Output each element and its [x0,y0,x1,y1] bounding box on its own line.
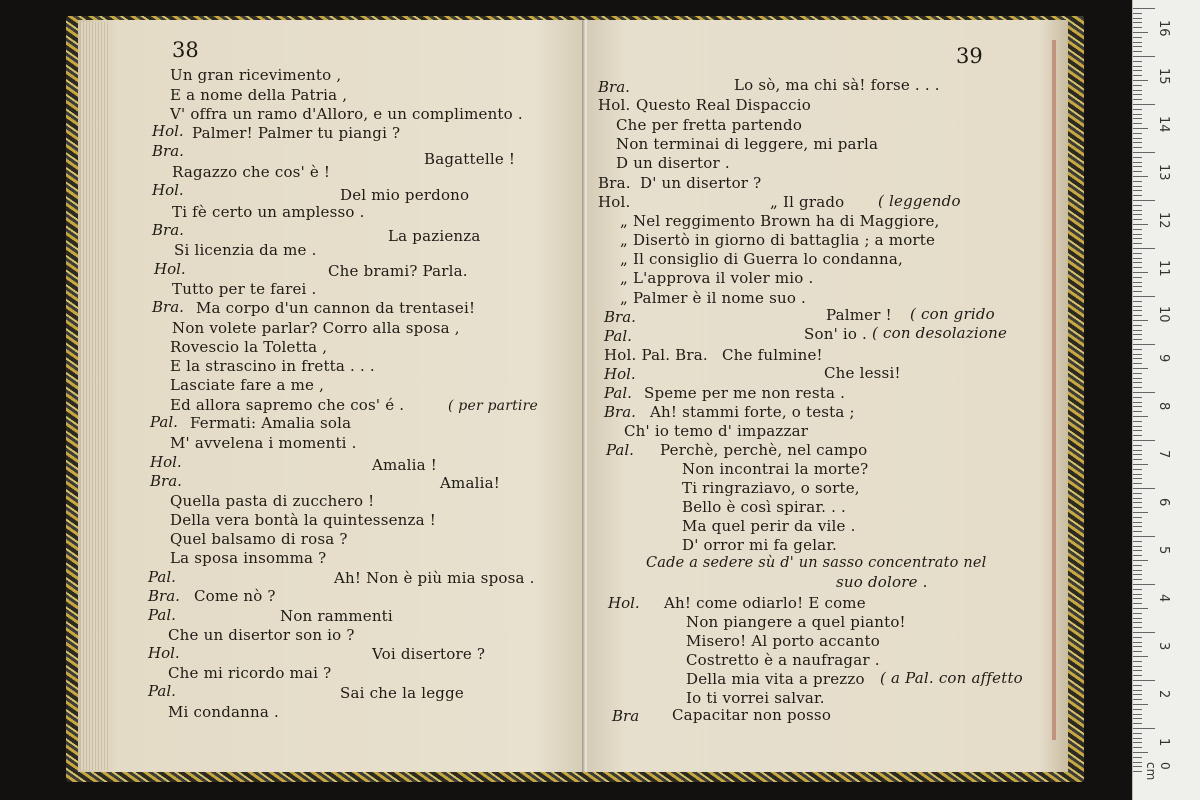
ruler-tick [1133,358,1142,359]
ruler-tick [1133,406,1142,407]
ruler-tick [1133,373,1142,374]
ruler-tick [1133,450,1142,451]
ruler-unit: 0 cm [1144,762,1172,781]
text-line: Bagattelle ! [424,150,516,168]
ruler-tick [1133,411,1142,412]
ruler-tick [1133,397,1142,398]
ruler-tick [1133,272,1148,273]
ruler-tick [1133,344,1155,345]
text-line: Son' io . [804,325,868,343]
ruler-tick [1133,282,1142,283]
text-line: Palmer ! [826,306,892,324]
ruler-tick [1133,238,1142,239]
ruler-tick [1133,603,1142,604]
ruler-tick [1133,349,1142,350]
text-line: „ L'approva il voler mio . [620,269,814,287]
ruler-tick [1133,51,1142,52]
ruler-tick [1133,555,1142,556]
speaker: Hol. [604,365,636,383]
text-line: Che per fretta partendo [616,116,803,134]
ruler-tick [1133,670,1142,671]
ruler-tick [1133,243,1142,244]
text-line: Questo Real Dispaccio [636,96,811,114]
text-line: Voi disertore ? [372,645,486,663]
speaker: Pal. [150,413,178,431]
ruler-tick [1133,267,1142,268]
ruler-tick [1133,32,1148,33]
text-line: Perchè, perchè, nel campo [660,441,868,459]
ruler-number: 2 [1156,690,1171,699]
ruler-tick [1133,426,1142,427]
ruler-tick [1133,464,1148,465]
ruler-tick [1133,46,1142,47]
ruler-tick [1133,714,1142,715]
ruler-number: 4 [1156,594,1171,603]
ruler-number: 12 [1156,212,1171,229]
speaker: Bra. [604,403,636,421]
text-line: La pazienza [388,227,481,245]
ruler-tick [1133,166,1142,167]
ruler-tick [1133,99,1142,100]
text-line: Io ti vorrei salvar. [686,689,825,707]
ruler-tick [1133,565,1142,566]
text-line: Non piangere a quel pianto! [686,613,906,631]
speaker: Hol. [152,181,184,199]
ruler-number: 11 [1156,260,1171,277]
text-line: Non incontrai la morte? [682,460,869,478]
ruler-tick [1133,651,1142,652]
ruler-tick [1133,747,1142,748]
ruler-tick [1133,253,1142,254]
ruler-number: 15 [1156,68,1171,85]
text-line: La sposa insomma ? [170,549,327,567]
ruler-number: 1 [1156,738,1171,747]
ruler-tick [1133,757,1142,758]
ruler-tick [1133,546,1142,547]
ruler-tick [1133,382,1142,383]
speaker: Pal. [606,441,634,459]
text-line: Ma corpo d'un cannon da trentasei! [196,299,476,317]
speaker: Hol. Pal. Bra. [604,346,708,364]
speaker: Bra. [148,587,180,605]
ruler-tick [1133,339,1142,340]
text-line: Della mia vita a prezzo [686,670,865,688]
ruler-tick [1133,262,1142,263]
ruler-tick [1133,742,1142,743]
ruler-number: 6 [1156,498,1171,507]
ruler-tick [1133,594,1142,595]
ruler-tick [1133,61,1142,62]
text-line: Ch' io temo d' impazzar [624,422,809,440]
ruler-tick [1133,646,1142,647]
ruler-tick [1133,190,1142,191]
ruler-tick [1133,699,1142,700]
ruler-tick [1133,622,1142,623]
ruler-tick [1133,133,1142,134]
ruler-tick [1133,718,1142,719]
ruler-tick [1133,90,1142,91]
ruler-tick [1133,310,1142,311]
text-line: Ah! Non è più mia sposa . [334,569,535,587]
speaker: Pal. [604,327,632,345]
ruler-tick [1133,114,1142,115]
text-line: E a nome della Patria , [170,86,348,104]
page-number-right: 39 [956,44,983,68]
text-line: Speme per me non resta . [644,384,846,402]
ruler-tick [1133,224,1148,225]
text-line: Non volete parlar? Corro alla sposa , [172,319,460,337]
text-line: Che brami? Parla. [328,262,468,280]
speaker: Hol. [148,644,180,662]
stage-direction: ( per partire [448,398,538,414]
speaker: Bra [612,707,640,725]
ruler-tick [1133,13,1142,14]
ruler-tick [1133,104,1155,105]
ruler-tick [1133,392,1155,393]
text-line: D' un disertor ? [640,174,762,192]
ruler-tick [1133,277,1142,278]
ruler-tick [1133,56,1155,57]
ruler-tick [1133,200,1155,201]
ruler-tick [1133,469,1142,470]
ruler-tick [1133,709,1142,710]
text-line: V' offra un ramo d'Alloro, e un complimento . [170,105,523,123]
ruler-tick [1133,296,1155,297]
ruler-tick [1133,186,1142,187]
ruler-tick [1133,171,1142,172]
text-line: Che fulmine! [722,346,823,364]
text-line: D un disertor . [616,154,730,172]
ruler-tick [1133,474,1142,475]
text-line: „ Disertò in giorno di battaglia ; a morte [620,231,936,249]
ruler-tick [1133,85,1142,86]
text-line: E la strascino in fretta . . . [170,357,375,375]
text-line: Amalia ! [372,456,437,474]
ruler-tick [1133,421,1142,422]
ruler-tick [1133,771,1142,772]
speaker: Bra. [152,221,184,239]
ruler-tick [1133,195,1142,196]
ruler-tick [1133,666,1142,667]
ruler-tick [1133,570,1142,571]
ruler-tick [1133,138,1142,139]
speaker: Pal. [148,568,176,586]
text-line: Ah! come odiarlo! E come [664,594,866,612]
text-line: Ti ringraziavo, o sorte, [682,479,860,497]
speaker: Hol. [598,193,631,211]
ruler-tick [1133,248,1155,249]
text-line: Costretto è a naufragar . [686,651,880,669]
ruler-tick [1133,27,1142,28]
ruler-tick [1133,694,1142,695]
ruler-tick [1133,632,1155,633]
ruler-tick [1133,70,1142,71]
ruler-tick [1133,219,1142,220]
ruler-tick [1133,42,1142,43]
text-line: Ah! stammi forte, o testa ; [650,403,855,421]
speaker: Bra. [152,298,184,316]
text-line: Che lessi! [824,364,901,382]
text-line: „ Il consiglio di Guerra lo condanna, [620,250,904,268]
ruler-tick [1133,234,1142,235]
ruler-tick [1133,66,1142,67]
ruler-tick [1133,229,1142,230]
ruler-tick [1133,22,1142,23]
ruler-tick [1133,766,1142,767]
ruler-tick [1133,483,1142,484]
text-line: Come nò ? [194,587,276,605]
ruler-number: 5 [1156,546,1171,555]
ruler-number: 3 [1156,642,1171,651]
text-line: Un gran ricevimento , [170,66,342,84]
text-line: „ Nel reggimento Brown ha di Maggiore, [620,212,940,230]
text-line: „ Il grado [770,193,845,211]
speaker: Hol. [154,260,186,278]
ruler-tick [1133,675,1142,676]
ruler-tick [1133,502,1142,503]
text-line: „ Palmer è il nome suo . [620,289,807,307]
ruler-tick [1133,430,1142,431]
ruler-tick [1133,752,1148,753]
text-line: Bello è così spirar. . . [682,498,847,516]
ruler-tick [1133,574,1142,575]
stage-direction: ( leggendo [878,192,961,210]
ruler-tick [1133,8,1155,9]
ruler-tick [1133,493,1142,494]
ruler-tick [1133,210,1142,211]
text-line: Che un disertor son io ? [168,626,355,644]
ruler-tick [1133,368,1148,369]
speaker: Pal. [148,606,176,624]
stage-direction: Cade a sedere sù d' un sasso concentrato nel [646,555,987,571]
text-line: Palmer! Palmer tu piangi ? [192,124,401,142]
ruler-tick [1133,291,1142,292]
ruler-tick [1133,661,1142,662]
stage-direction: ( con grido [910,305,995,323]
ruler-tick [1133,142,1142,143]
text-line: Quella pasta di zucchero ! [170,492,375,510]
ruler-number: 8 [1156,402,1171,411]
ruler-tick [1133,109,1142,110]
ruler-tick [1133,459,1142,460]
ruler-tick [1133,378,1142,379]
ruler-tick [1133,613,1142,614]
ruler-tick [1133,579,1142,580]
ruler-tick [1133,440,1155,441]
ruler-tick [1133,402,1142,403]
ruler-tick [1133,598,1142,599]
speaker: Pal. [148,682,176,700]
ruler-tick [1133,157,1142,158]
ruler-tick [1133,258,1142,259]
ruler-number: 13 [1156,164,1171,181]
text-line: Lasciate fare a me , [170,376,325,394]
ruler-tick [1133,162,1142,163]
speaker: Pal. [604,384,632,402]
text-line: Lo sò, ma chi sà! forse . . . [734,76,940,94]
ruler-tick [1133,541,1142,542]
ruler-tick [1133,123,1142,124]
speaker: Bra. [598,174,631,192]
ruler-tick [1133,618,1142,619]
ruler-tick [1133,608,1148,609]
stage-direction: ( a Pal. con affetto [880,669,1023,687]
text-line: Amalia! [440,474,500,492]
ruler-tick [1133,354,1142,355]
ruler-tick [1133,416,1148,417]
text-line: Ma quel perir da vile . [682,517,856,535]
ruler-tick [1133,205,1142,206]
speaker: Hol. [608,594,640,612]
text-line: Misero! Al porto accanto [686,632,880,650]
text-line: Ti fè certo un amplesso . [172,203,365,221]
ruler-tick [1133,94,1142,95]
ruler-tick [1133,723,1142,724]
text-line: Sai che la legge [340,684,464,702]
ruler-tick [1133,152,1155,153]
ruler-tick [1133,642,1142,643]
ruler-tick [1133,320,1148,321]
ruler-tick [1133,435,1142,436]
ruler-tick [1133,306,1142,307]
ruler-tick [1133,445,1142,446]
ruler-tick [1133,536,1155,537]
ruler-tick [1133,507,1142,508]
speaker: Hol. [598,96,631,114]
ruler-tick [1133,704,1148,705]
text-line: Che mi ricordo mai ? [168,664,332,682]
text-line: Quel balsamo di rosa ? [170,530,348,548]
ruler-tick [1133,286,1142,287]
text-line: Della vera bontà la quintessenza ! [170,511,436,529]
ruler-tick [1133,478,1142,479]
ruler-tick [1133,690,1142,691]
ruler-tick [1133,363,1142,364]
ruler-tick [1133,680,1155,681]
text-line: Capacitar non posso [672,706,832,724]
page-edge-line [1052,40,1056,740]
ruler-tick [1133,526,1142,527]
text-line: M' avvelena i momenti . [170,434,357,452]
ruler-tick [1133,301,1142,302]
ruler-tick [1133,685,1142,686]
speaker: Bra. [604,308,636,326]
text-line: Non rammenti [280,607,393,625]
ruler-tick [1133,387,1142,388]
ruler-tick [1133,738,1142,739]
ruler-tick [1133,656,1148,657]
ruler-tick [1133,118,1142,119]
speaker: Bra. [598,78,630,96]
ruler-number: 10 [1156,306,1171,323]
ruler-tick [1133,37,1142,38]
ruler-number: 14 [1156,116,1171,133]
ruler-tick [1133,181,1142,182]
text-line: Ed allora sapremo che cos' é . [170,396,405,414]
text-line: Del mio perdono [340,186,470,204]
ruler-tick [1133,517,1142,518]
stage-direction: ( con desolazione [872,324,1008,342]
ruler-tick [1133,762,1142,763]
ruler-tick [1133,128,1148,129]
measuring-ruler [1132,0,1200,800]
ruler-tick [1133,728,1155,729]
stage-direction: suo dolore . [836,573,928,591]
ruler-number: 9 [1156,354,1171,363]
text-line: Mi condanna . [168,703,279,721]
ruler-tick [1133,522,1142,523]
ruler-tick [1133,584,1155,585]
text-line: D' orror mi fa gelar. [682,536,838,554]
ruler-tick [1133,176,1148,177]
speaker: Bra. [150,472,182,490]
ruler-tick [1133,531,1142,532]
page-number-left: 38 [172,38,199,62]
ruler-tick [1133,627,1142,628]
speaker: Bra. [152,142,184,160]
ruler-tick [1133,75,1142,76]
speaker: Hol. [150,453,182,471]
ruler-tick [1133,498,1142,499]
ruler-number: 16 [1156,20,1171,37]
ruler-number: 7 [1156,450,1171,459]
ruler-tick [1133,550,1142,551]
ruler-tick [1133,454,1142,455]
ruler-tick [1133,589,1142,590]
speaker: Hol. [152,122,184,140]
ruler-tick [1133,488,1155,489]
ruler-tick [1133,325,1142,326]
text-line: Ragazzo che cos' è ! [172,163,331,181]
ruler-tick [1133,512,1148,513]
ruler-tick [1133,733,1142,734]
text-line: Fermati: Amalia sola [190,414,352,432]
ruler-tick [1133,637,1142,638]
ruler-tick [1133,80,1148,81]
ruler-tick [1133,330,1142,331]
text-line: Non terminai di leggere, mi parla [616,135,879,153]
ruler-tick [1133,147,1142,148]
text-line: Si licenzia da me . [174,241,317,259]
ruler-tick [1133,18,1142,19]
ruler-tick [1133,315,1142,316]
ruler-tick [1133,560,1148,561]
text-line: Tutto per te farei . [172,280,317,298]
ruler-tick [1133,214,1142,215]
page-edges [80,22,110,770]
text-line: Rovescio la Toletta , [170,338,328,356]
ruler-tick [1133,334,1142,335]
